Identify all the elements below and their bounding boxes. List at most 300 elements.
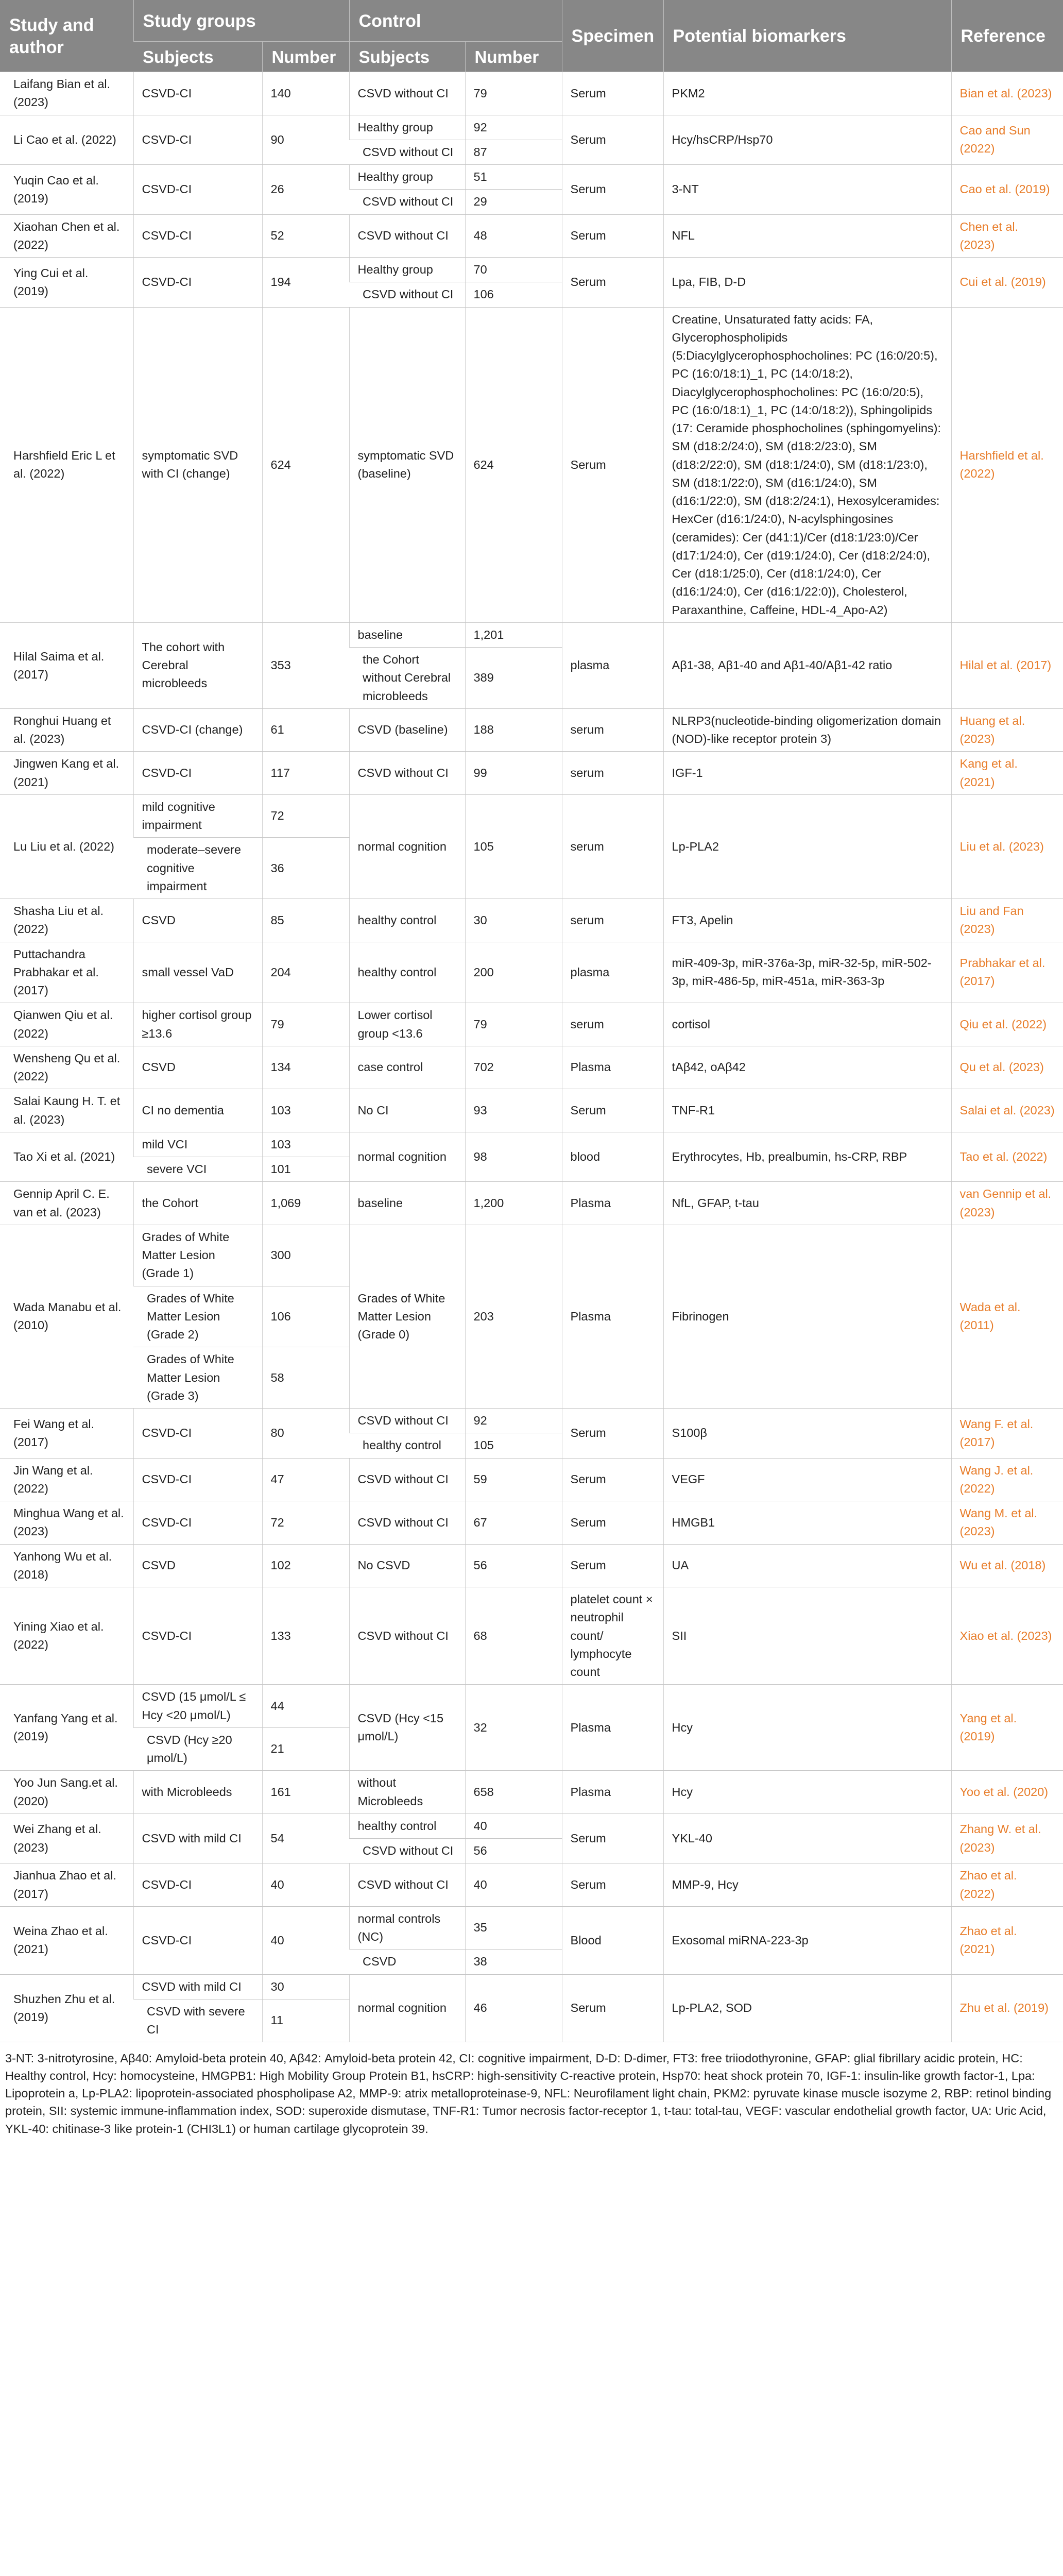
biomarkers: Hcy	[663, 1771, 951, 1814]
study-author: Yoo Jun Sang.et al. (2020)	[0, 1771, 133, 1814]
specimen: Serum	[562, 115, 663, 165]
reference-link: Liu and Fan (2023)	[951, 899, 1063, 942]
header-specimen: Specimen	[562, 0, 663, 72]
control-number: 389	[465, 648, 562, 709]
group-number: 54	[262, 1814, 349, 1863]
table-row	[0, 1685, 1063, 1728]
group-number: 52	[262, 214, 349, 258]
biomarkers: Hcy/hsCRP/Hsp70	[663, 115, 951, 165]
reference-link: Kang et al. (2021)	[951, 752, 1063, 795]
specimen: Serum	[562, 1501, 663, 1545]
group-subjects: CSVD-CI	[133, 214, 262, 258]
group-subjects: CSVD	[133, 1544, 262, 1587]
specimen: serum	[562, 708, 663, 752]
control-subjects: the Cohort without Cerebral microbleeds	[349, 648, 465, 709]
control-number: 79	[465, 1003, 562, 1046]
biomarkers: MMP-9, Hcy	[663, 1863, 951, 1907]
specimen: Serum	[562, 1814, 663, 1863]
header-control-number: Number	[465, 42, 562, 72]
control-subjects: healthy control	[349, 899, 465, 942]
study-author: Fei Wang et al. (2017)	[0, 1409, 133, 1459]
study-author: Lu Liu et al. (2022)	[0, 794, 133, 899]
group-subjects: CSVD-CI (change)	[133, 708, 262, 752]
specimen: Serum	[562, 214, 663, 258]
table-row	[0, 942, 1063, 1003]
study-author: Li Cao et al. (2022)	[0, 115, 133, 165]
group-number: 140	[262, 72, 349, 115]
biomarkers: Aβ1-38, Aβ1-40 and Aβ1-40/Aβ1-42 ratio	[663, 622, 951, 708]
control-subjects: CSVD (Hcy <15 μmol/L)	[349, 1685, 465, 1771]
biomarkers: tAβ42, oAβ42	[663, 1046, 951, 1089]
group-number: 40	[262, 1906, 349, 1974]
reference-link: Harshfield et al. (2022)	[951, 307, 1063, 622]
control-number: 40	[465, 1863, 562, 1907]
control-number: 624	[465, 307, 562, 622]
biomarkers: HMGB1	[663, 1501, 951, 1545]
specimen: Plasma	[562, 1771, 663, 1814]
table-row	[0, 708, 1063, 752]
table-row	[0, 1003, 1063, 1046]
reference-link: Tao et al. (2022)	[951, 1132, 1063, 1182]
control-number: 38	[465, 1950, 562, 1974]
group-subjects: higher cortisol group ≥13.6	[133, 1003, 262, 1046]
biomarkers: Creatine, Unsaturated fatty acids: FA, Glycerophospholipids (5:Diacylglycerophosphocholines: PC (16:0/20:5), PC (16:0/18:1)_1, PC (14:0/18:2), Diacylglycerophosphocholines: PC (16:0/20:5), PC (16:0/18:1)_1, PC (14:0/18:2)), Sphingolipids (17: Ceramide phosphocholines (sphingomyelins): SM (d18:2/24:0), SM (d18:2/23:0), SM (d18:2/22:0), SM (d18:1/24:0), SM (d18:1/23:0), SM (d18:1/22:0), SM (d16:1/24:0), SM (d16:1/22:0), SM (d18:2/24:1), Hexosylceramides: HexCer (d16:1/24:0), N-acylsphingosines (ceramides): Cer (d41:1)/Cer (d18:1/23:0)/Cer (d17:1/24:0), Cer (d19:1/24:0), Cer (d18:2/24:0), Cer (d18:1/25:0), Cer (d18:1/24:0), Cer (d16:1/24:0), Cer (d16:1/22:0)), Cholesterol, Paraxanthine, Caffeine, HDL-4_Apo-A2)	[663, 307, 951, 622]
table-row	[0, 214, 1063, 258]
control-number: 79	[465, 72, 562, 115]
control-subjects: Healthy group	[349, 165, 465, 190]
control-subjects: CSVD without CI	[349, 282, 465, 307]
reference-link: Salai et al. (2023)	[951, 1089, 1063, 1132]
control-subjects: normal cognition	[349, 1132, 465, 1182]
control-subjects: case control	[349, 1046, 465, 1089]
group-subjects: CSVD	[133, 899, 262, 942]
study-author: Minghua Wang et al. (2023)	[0, 1501, 133, 1545]
group-subjects: CSVD-CI	[133, 72, 262, 115]
group-subjects: severe VCI	[133, 1157, 262, 1182]
study-author: Shuzhen Zhu et al. (2019)	[0, 1974, 133, 2042]
control-subjects: CSVD without CI	[349, 214, 465, 258]
group-subjects: Grades of White Matter Lesion (Grade 1)	[133, 1225, 262, 1286]
group-number: 102	[262, 1544, 349, 1587]
group-subjects: CSVD-CI	[133, 752, 262, 795]
reference-link: Huang et al. (2023)	[951, 708, 1063, 752]
specimen: Plasma	[562, 1046, 663, 1089]
control-subjects: healthy control	[349, 1433, 465, 1458]
control-number: 29	[465, 190, 562, 214]
group-number: 106	[262, 1286, 349, 1347]
group-number: 101	[262, 1157, 349, 1182]
biomarkers: Erythrocytes, Hb, prealbumin, hs-CRP, RBP	[663, 1132, 951, 1182]
reference-link: Hilal et al. (2017)	[951, 622, 1063, 708]
control-number: 48	[465, 214, 562, 258]
reference-link: Cao et al. (2019)	[951, 165, 1063, 215]
group-subjects: CSVD with severe CI	[133, 1999, 262, 2042]
group-number: 161	[262, 1771, 349, 1814]
table-row	[0, 1409, 1063, 1433]
header-reference: Reference	[951, 0, 1063, 72]
study-author: Wei Zhang et al. (2023)	[0, 1814, 133, 1863]
group-subjects: small vessel VaD	[133, 942, 262, 1003]
control-number: 32	[465, 1685, 562, 1771]
group-number: 72	[262, 1501, 349, 1545]
reference-link: Cui et al. (2019)	[951, 258, 1063, 308]
header-biomarkers: Potential biomarkers	[663, 0, 951, 72]
group-subjects: CSVD (15 μmol/L ≤ Hcy <20 μmol/L)	[133, 1685, 262, 1728]
control-subjects: CSVD without CI	[349, 190, 465, 214]
control-subjects: CSVD	[349, 1950, 465, 1974]
header-study-author: Study and author	[0, 0, 133, 72]
control-subjects: CSVD without CI	[349, 752, 465, 795]
biomarkers: FT3, Apelin	[663, 899, 951, 942]
specimen: Serum	[562, 307, 663, 622]
group-subjects: CI no dementia	[133, 1089, 262, 1132]
table-row	[0, 72, 1063, 115]
specimen: platelet count × neutrophil count/ lymphocyte count	[562, 1587, 663, 1685]
reference-link: Bian et al. (2023)	[951, 72, 1063, 115]
biomarkers: S100β	[663, 1409, 951, 1459]
biomarkers: Hcy	[663, 1685, 951, 1771]
header-group-number: Number	[262, 42, 349, 72]
biomarkers: NfL, GFAP, t-tau	[663, 1182, 951, 1225]
reference-link: Wang J. et al. (2022)	[951, 1458, 1063, 1501]
biomarkers: SII	[663, 1587, 951, 1685]
header-group-subjects: Subjects	[133, 42, 262, 72]
table-row	[0, 1587, 1063, 1685]
control-number: 87	[465, 140, 562, 164]
table-row	[0, 1863, 1063, 1907]
group-number: 72	[262, 794, 349, 838]
biomarkers: Fibrinogen	[663, 1225, 951, 1408]
control-number: 51	[465, 165, 562, 190]
table-row	[0, 1182, 1063, 1225]
table-row	[0, 1046, 1063, 1089]
group-subjects: Grades of White Matter Lesion (Grade 3)	[133, 1347, 262, 1409]
group-number: 79	[262, 1003, 349, 1046]
study-author: Yanhong Wu et al. (2018)	[0, 1544, 133, 1587]
reference-link: Wada et al. (2011)	[951, 1225, 1063, 1408]
biomarkers: TNF-R1	[663, 1089, 951, 1132]
control-number: 59	[465, 1458, 562, 1501]
control-subjects: CSVD without CI	[349, 72, 465, 115]
group-subjects: CSVD-CI	[133, 1501, 262, 1545]
table-row	[0, 1814, 1063, 1838]
control-number: 105	[465, 794, 562, 899]
control-subjects: baseline	[349, 1182, 465, 1225]
reference-link: Cao and Sun (2022)	[951, 115, 1063, 165]
study-author: Jingwen Kang et al. (2021)	[0, 752, 133, 795]
group-subjects: The cohort with Cerebral microbleeds	[133, 622, 262, 708]
table-row	[0, 165, 1063, 190]
specimen: Plasma	[562, 1225, 663, 1408]
control-subjects: Lower cortisol group <13.6	[349, 1003, 465, 1046]
table-footnote: 3-NT: 3-nitrotyrosine, Aβ40: Amyloid-beta protein 40, Aβ42: Amyloid-beta protein 42, CI: cognitive impairment, D-D: D-dimer, FT3: free triiodothyronine, GFAP: glial fibrillary acidic protein, HC: Healthy control, Hcy: homocysteine, HMGPB1: High Mobility Group Protein B1, hsCRP: high-sensitivity C-reactive protein, Hsp70: heat shock protein 70, IGF-1: insulin-like growth factor-1, Lpa: Lipoprotein a, Lp-PLA2: lipoprotein-associated phospholipase A2, MMP-9: atrix metalloproteinase-9, NFL: Neurofilament light chain, PKM2: pyruvate kinase muscle isozyme 2, RBP: retinol binding protein, SII: systemic immune-inflammation index, SOD: superoxide dismutase, TNF-R1: Tumor necrosis factor-receptor 1, t-tau: total-tau, VEGF: vascular endothelial growth factor, UA: Uric Acid, YKL-40: chitinase-3 like protein-1 (CHI3L1) or human cartilage glycoprotein 39.	[5, 2052, 1052, 2136]
specimen: Serum	[562, 165, 663, 215]
group-number: 21	[262, 1727, 349, 1771]
reference-link: Qiu et al. (2022)	[951, 1003, 1063, 1046]
group-subjects: mild cognitive impairment	[133, 794, 262, 838]
study-author: Yanfang Yang et al. (2019)	[0, 1685, 133, 1771]
biomarkers: PKM2	[663, 72, 951, 115]
specimen: Serum	[562, 1544, 663, 1587]
group-subjects: CSVD (Hcy ≥20 μmol/L)	[133, 1727, 262, 1771]
header-control-subjects: Subjects	[349, 42, 465, 72]
table-row	[0, 1089, 1063, 1132]
table-row	[0, 1458, 1063, 1501]
specimen: Serum	[562, 1458, 663, 1501]
control-number: 658	[465, 1771, 562, 1814]
control-subjects: CSVD without CI	[349, 1409, 465, 1433]
reference-link: Wu et al. (2018)	[951, 1544, 1063, 1587]
reference-link: Qu et al. (2023)	[951, 1046, 1063, 1089]
control-subjects: CSVD without CI	[349, 1839, 465, 1863]
control-subjects: CSVD without CI	[349, 1587, 465, 1685]
study-author: Salai Kaung H. T. et al. (2023)	[0, 1089, 133, 1132]
table-row	[0, 1501, 1063, 1545]
table-row	[0, 1225, 1063, 1286]
reference-link: Wang M. et al. (2023)	[951, 1501, 1063, 1545]
table-body	[0, 72, 1063, 2042]
group-number: 30	[262, 1974, 349, 1999]
control-number: 40	[465, 1814, 562, 1838]
group-subjects: CSVD-CI	[133, 1906, 262, 1974]
control-subjects: without Microbleeds	[349, 1771, 465, 1814]
group-subjects: moderate–severe cognitive impairment	[133, 838, 262, 899]
study-author: Laifang Bian et al. (2023)	[0, 72, 133, 115]
control-number: 70	[465, 258, 562, 282]
control-subjects: CSVD without CI	[349, 1501, 465, 1545]
group-number: 117	[262, 752, 349, 795]
study-author: Yining Xiao et al. (2022)	[0, 1587, 133, 1685]
group-number: 624	[262, 307, 349, 622]
reference-link: Chen et al. (2023)	[951, 214, 1063, 258]
study-author: Ying Cui et al. (2019)	[0, 258, 133, 308]
table-row	[0, 752, 1063, 795]
table-row	[0, 115, 1063, 140]
group-subjects: CSVD-CI	[133, 258, 262, 308]
control-number: 56	[465, 1839, 562, 1863]
group-number: 11	[262, 1999, 349, 2042]
control-subjects: normal cognition	[349, 794, 465, 899]
group-number: 80	[262, 1409, 349, 1459]
study-author: Weina Zhao et al. (2021)	[0, 1906, 133, 1974]
control-subjects: Healthy group	[349, 258, 465, 282]
table-row	[0, 307, 1063, 622]
study-author: Tao Xi et al. (2021)	[0, 1132, 133, 1182]
specimen: plasma	[562, 622, 663, 708]
group-number: 85	[262, 899, 349, 942]
control-number: 35	[465, 1906, 562, 1950]
biomarkers: VEGF	[663, 1458, 951, 1501]
group-number: 40	[262, 1863, 349, 1907]
group-subjects: the Cohort	[133, 1182, 262, 1225]
control-subjects: healthy control	[349, 1814, 465, 1838]
specimen: Serum	[562, 258, 663, 308]
biomarkers: 3-NT	[663, 165, 951, 215]
control-number: 30	[465, 899, 562, 942]
reference-link: Wang F. et al. (2017)	[951, 1409, 1063, 1459]
biomarkers: cortisol	[663, 1003, 951, 1046]
specimen: Serum	[562, 1974, 663, 2042]
reference-link: Yang et al. (2019)	[951, 1685, 1063, 1771]
group-number: 61	[262, 708, 349, 752]
specimen: Serum	[562, 1089, 663, 1132]
control-subjects: normal cognition	[349, 1974, 465, 2042]
study-author: Yuqin Cao et al. (2019)	[0, 165, 133, 215]
reference-link: van Gennip et al. (2023)	[951, 1182, 1063, 1225]
control-subjects: CSVD (baseline)	[349, 708, 465, 752]
group-number: 44	[262, 1685, 349, 1728]
control-number: 203	[465, 1225, 562, 1408]
control-number: 702	[465, 1046, 562, 1089]
control-subjects: healthy control	[349, 942, 465, 1003]
specimen: plasma	[562, 942, 663, 1003]
group-subjects: Grades of White Matter Lesion (Grade 2)	[133, 1286, 262, 1347]
control-subjects: baseline	[349, 622, 465, 647]
control-subjects: Grades of White Matter Lesion (Grade 0)	[349, 1225, 465, 1408]
control-number: 1,201	[465, 622, 562, 647]
group-subjects: CSVD-CI	[133, 1587, 262, 1685]
reference-link: Liu et al. (2023)	[951, 794, 1063, 899]
specimen: Plasma	[562, 1182, 663, 1225]
control-number: 106	[465, 282, 562, 307]
table-row	[0, 899, 1063, 942]
study-author: Jin Wang et al. (2022)	[0, 1458, 133, 1501]
reference-link: Prabhakar et al. (2017)	[951, 942, 1063, 1003]
study-author: Wada Manabu et al. (2010)	[0, 1225, 133, 1408]
study-author: Gennip April C. E. van et al. (2023)	[0, 1182, 133, 1225]
control-subjects: CSVD without CI	[349, 1458, 465, 1501]
group-subjects: symptomatic SVD with CI (change)	[133, 307, 262, 622]
specimen: Serum	[562, 1863, 663, 1907]
study-author: Xiaohan Chen et al. (2022)	[0, 214, 133, 258]
biomarkers: Lp-PLA2, SOD	[663, 1974, 951, 2042]
biomarkers: YKL-40	[663, 1814, 951, 1863]
specimen: serum	[562, 794, 663, 899]
group-number: 103	[262, 1089, 349, 1132]
group-number: 133	[262, 1587, 349, 1685]
group-subjects: mild VCI	[133, 1132, 262, 1157]
specimen: Serum	[562, 1409, 663, 1459]
control-subjects: No CI	[349, 1089, 465, 1132]
group-number: 194	[262, 258, 349, 308]
table-row	[0, 1974, 1063, 1999]
group-subjects: CSVD-CI	[133, 115, 262, 165]
table-row	[0, 1544, 1063, 1587]
group-subjects: CSVD with mild CI	[133, 1814, 262, 1863]
group-number: 353	[262, 622, 349, 708]
control-number: 92	[465, 1409, 562, 1433]
control-subjects: normal controls (NC)	[349, 1906, 465, 1950]
biomarkers: NFL	[663, 214, 951, 258]
control-subjects: No CSVD	[349, 1544, 465, 1587]
control-number: 46	[465, 1974, 562, 2042]
biomarkers: UA	[663, 1544, 951, 1587]
header-study-groups: Study groups	[133, 0, 349, 42]
group-number: 58	[262, 1347, 349, 1409]
control-number: 67	[465, 1501, 562, 1545]
specimen: serum	[562, 1003, 663, 1046]
group-number: 90	[262, 115, 349, 165]
control-subjects: symptomatic SVD (baseline)	[349, 307, 465, 622]
control-number: 68	[465, 1587, 562, 1685]
group-number: 204	[262, 942, 349, 1003]
control-number: 105	[465, 1433, 562, 1458]
specimen: blood	[562, 1132, 663, 1182]
group-number: 300	[262, 1225, 349, 1286]
biomarkers: miR-409-3p, miR-376a-3p, miR-32-5p, miR-502-3p, miR-486-5p, miR-451a, miR-363-3p	[663, 942, 951, 1003]
table-row	[0, 1132, 1063, 1157]
control-subjects: Healthy group	[349, 115, 465, 140]
specimen: Plasma	[562, 1685, 663, 1771]
control-number: 93	[465, 1089, 562, 1132]
study-author: Shasha Liu et al. (2022)	[0, 899, 133, 942]
control-number: 98	[465, 1132, 562, 1182]
header-control: Control	[349, 0, 562, 42]
table-row	[0, 258, 1063, 282]
specimen: serum	[562, 752, 663, 795]
control-number: 188	[465, 708, 562, 752]
group-subjects: CSVD with mild CI	[133, 1974, 262, 1999]
group-subjects: with Microbleeds	[133, 1771, 262, 1814]
group-subjects: CSVD-CI	[133, 165, 262, 215]
group-number: 1,069	[262, 1182, 349, 1225]
control-subjects: CSVD without CI	[349, 140, 465, 164]
control-number: 56	[465, 1544, 562, 1587]
group-number: 134	[262, 1046, 349, 1089]
group-subjects: CSVD	[133, 1046, 262, 1089]
reference-link: Zhao et al. (2021)	[951, 1906, 1063, 1974]
control-number: 99	[465, 752, 562, 795]
reference-link: Zhu et al. (2019)	[951, 1974, 1063, 2042]
reference-link: Zhang W. et al. (2023)	[951, 1814, 1063, 1863]
control-subjects: CSVD without CI	[349, 1863, 465, 1907]
study-author: Jianhua Zhao et al. (2017)	[0, 1863, 133, 1907]
biomarkers: Exosomal miRNA-223-3p	[663, 1906, 951, 1974]
group-number: 26	[262, 165, 349, 215]
group-number: 47	[262, 1458, 349, 1501]
reference-link: Zhao et al. (2022)	[951, 1863, 1063, 1907]
control-number: 200	[465, 942, 562, 1003]
study-author: Hilal Saima et al. (2017)	[0, 622, 133, 708]
group-number: 103	[262, 1132, 349, 1157]
study-author: Wensheng Qu et al. (2022)	[0, 1046, 133, 1089]
biomarkers: NLRP3(nucleotide-binding oligomerization domain (NOD)-like receptor protein 3)	[663, 708, 951, 752]
control-number: 1,200	[465, 1182, 562, 1225]
group-subjects: CSVD-CI	[133, 1863, 262, 1907]
specimen: Blood	[562, 1906, 663, 1974]
specimen: Serum	[562, 72, 663, 115]
biomarkers: IGF-1	[663, 752, 951, 795]
group-number: 36	[262, 838, 349, 899]
group-subjects: CSVD-CI	[133, 1458, 262, 1501]
table-row	[0, 1906, 1063, 1950]
biomarkers: Lpa, FIB, D-D	[663, 258, 951, 308]
table-row	[0, 1771, 1063, 1814]
control-number: 92	[465, 115, 562, 140]
table-header	[0, 0, 1063, 72]
study-author: Puttachandra Prabhakar et al. (2017)	[0, 942, 133, 1003]
group-subjects: CSVD-CI	[133, 1409, 262, 1459]
reference-link: Yoo et al. (2020)	[951, 1771, 1063, 1814]
study-author: Qianwen Qiu et al. (2022)	[0, 1003, 133, 1046]
table-row	[0, 622, 1063, 647]
biomarkers: Lp-PLA2	[663, 794, 951, 899]
table-row	[0, 794, 1063, 838]
study-author: Harshfield Eric L et al. (2022)	[0, 307, 133, 622]
specimen: serum	[562, 899, 663, 942]
study-author: Ronghui Huang et al. (2023)	[0, 708, 133, 752]
reference-link: Xiao et al. (2023)	[951, 1587, 1063, 1685]
